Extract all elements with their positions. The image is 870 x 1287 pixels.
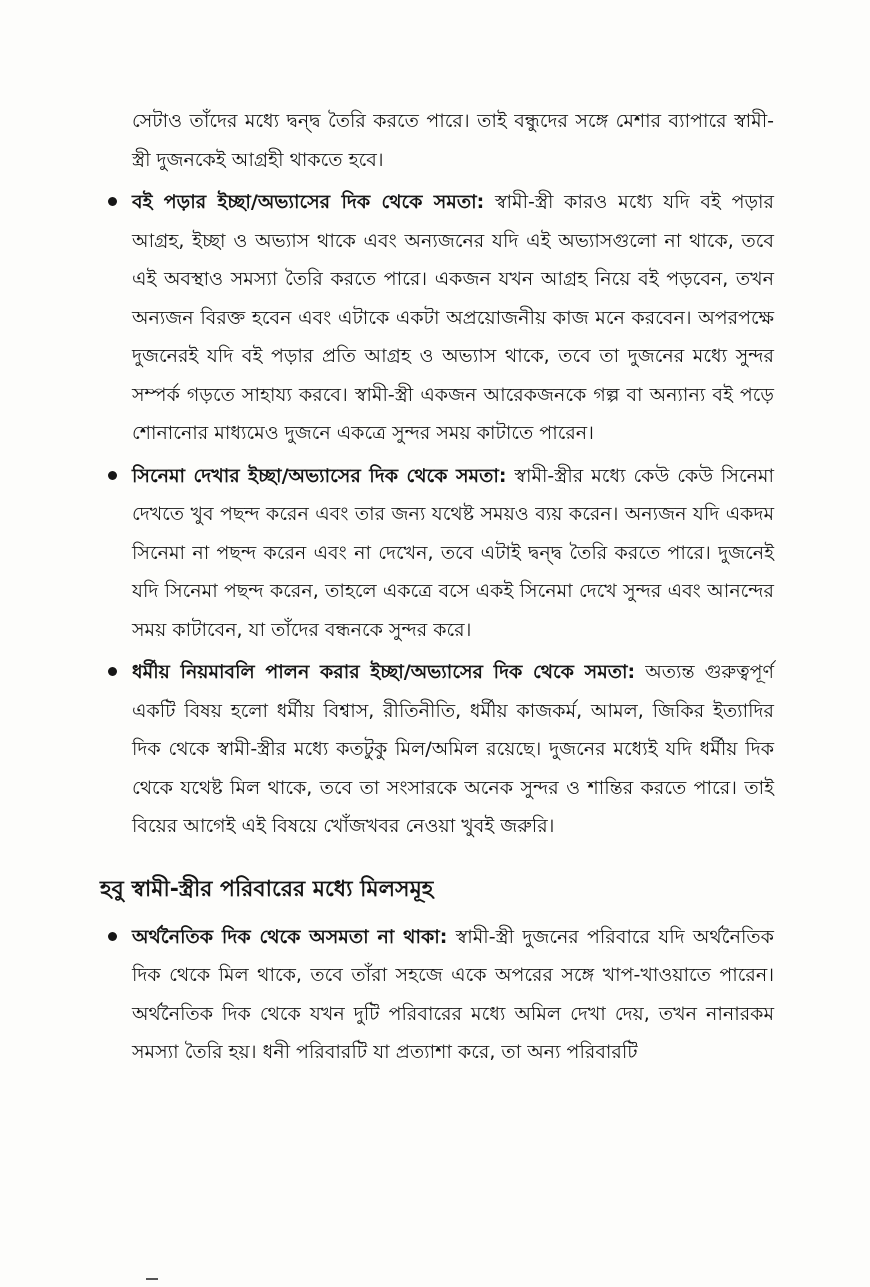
bullet-title: বই পড়ার ইচ্ছা/অভ্যাসের দিক থেকে সমতা:	[132, 191, 485, 213]
bullet-icon	[108, 471, 117, 480]
page-edge-mark	[146, 1278, 158, 1280]
bullet-icon	[108, 197, 117, 206]
bullet-title: অর্থনৈতিক দিক থেকে অসমতা না থাকা:	[132, 925, 448, 948]
bullet-body: স্বামী-স্ত্রী কারও মধ্যে যদি বই পড়ার আগ্রহ, ইচ্ছা ও অভ্যাস থাকে এবং অন্যজনের যদি এই অভ্যাসগুলো না থাকে, তবে এই অবস্থাও সমস্যা তৈরি করতে পারে। একজন যখন আগ্রহ নিয়ে বই পড়বেন, তখন অন্যজন বিরক্ত হবেন এবং এটাকে একটা অপ্রয়োজনীয় কাজ মনে করবেন। অপরপক্ষে দুজনেরই যদি বই পড়ার প্রতি আগ্রহ ও অভ্যাস থাকে, তবে তা দুজনের মধ্যে সুন্দর সম্পর্ক গড়তে সাহায্য করবে। স্বামী-স্ত্রী একজন আরেকজনকে গল্প বা অন্যান্য বই পড়ে শোনানোর মাধ্যমেও দুজনে একত্রে সুন্দর সময় কাটাতে পারেন।	[132, 191, 774, 444]
list-item	[100, 183, 774, 453]
bullet-icon	[108, 667, 117, 676]
section-heading: হবু স্বামী-স্ত্রীর পরিবারের মধ্যে মিলসমূহ	[100, 876, 434, 902]
bullet-title: ধর্মীয় নিয়মাবলি পালন করার ইচ্ছা/অভ্যাসের দিক থেকে সমতা:	[132, 661, 636, 683]
intro-paragraph: সেটাও তাঁদের মধ্যে দ্বন্দ্ব তৈরি করতে পারে। তাই বন্ধুদের সঙ্গে মেশার ব্যাপারে স্বামী-স্ত্রী দুজনকেই আগ্রহী থাকতে হবে।	[132, 110, 774, 171]
list-item	[100, 457, 774, 650]
bullet-body: স্বামী-স্ত্রী দুজনের পরিবারে যদি অর্থনৈতিক দিক থেকে মিল থাকে, তবে তাঁরা সহজে একে অপরের সঙ্গে খাপ-খাওয়াতে পারেন। অর্থনৈতিক দিক থেকে যখন দুটি পরিবারের মধ্যে অমিল দেখা দেয়, তখন নানারকম সমস্যা তৈরি হয়। ধনী পরিবারটি যা প্রত্যাশা করে, তা অন্য পরিবারটি	[132, 925, 774, 1063]
bullet-icon	[108, 932, 117, 941]
bullet-title: সিনেমা দেখার ইচ্ছা/অভ্যাসের দিক থেকে সমতা:	[132, 464, 507, 487]
list-item	[100, 918, 774, 1072]
list-item	[100, 653, 774, 846]
bullet-body: অত্যন্ত গুরুত্বপূর্ণ একটি বিষয় হলো ধর্মীয় বিশ্বাস, রীতিনীতি, ধর্মীয় কাজকর্ম, আমল, জিকির ইত্যাদির দিক থেকে স্বামী-স্ত্রীর মধ্যে কতটুকু মিল/অমিল রয়েছে। দুজনের মধ্যেই যদি ধর্মীয় দিক থেকে যথেষ্ট মিল থাকে, তবে তা সংসারকে অনেক সুন্দর ও শান্তির করতে পারে। তাই বিয়ের আগেই এই বিষয়ে খোঁজখবর নেওয়া খুবই জরুরি।	[132, 661, 775, 837]
bullet-body: স্বামী-স্ত্রীর মধ্যে কেউ কেউ সিনেমা দেখতে খুব পছন্দ করেন এবং তার জন্য যথেষ্ট সময়ও ব্যয় করেন। অন্যজন যদি একদম সিনেমা না পছন্দ করেন এবং না দেখেন, তবে এটাই দ্বন্দ্ব তৈরি করতে পারে। দুজনেই যদি সিনেমা পছন্দ করেন, তাহলে একত্রে বসে একই সিনেমা দেখে সুন্দর এবং আনন্দের সময় কাটাবেন, যা তাঁদের বন্ধনকে সুন্দর করে।	[132, 464, 774, 641]
